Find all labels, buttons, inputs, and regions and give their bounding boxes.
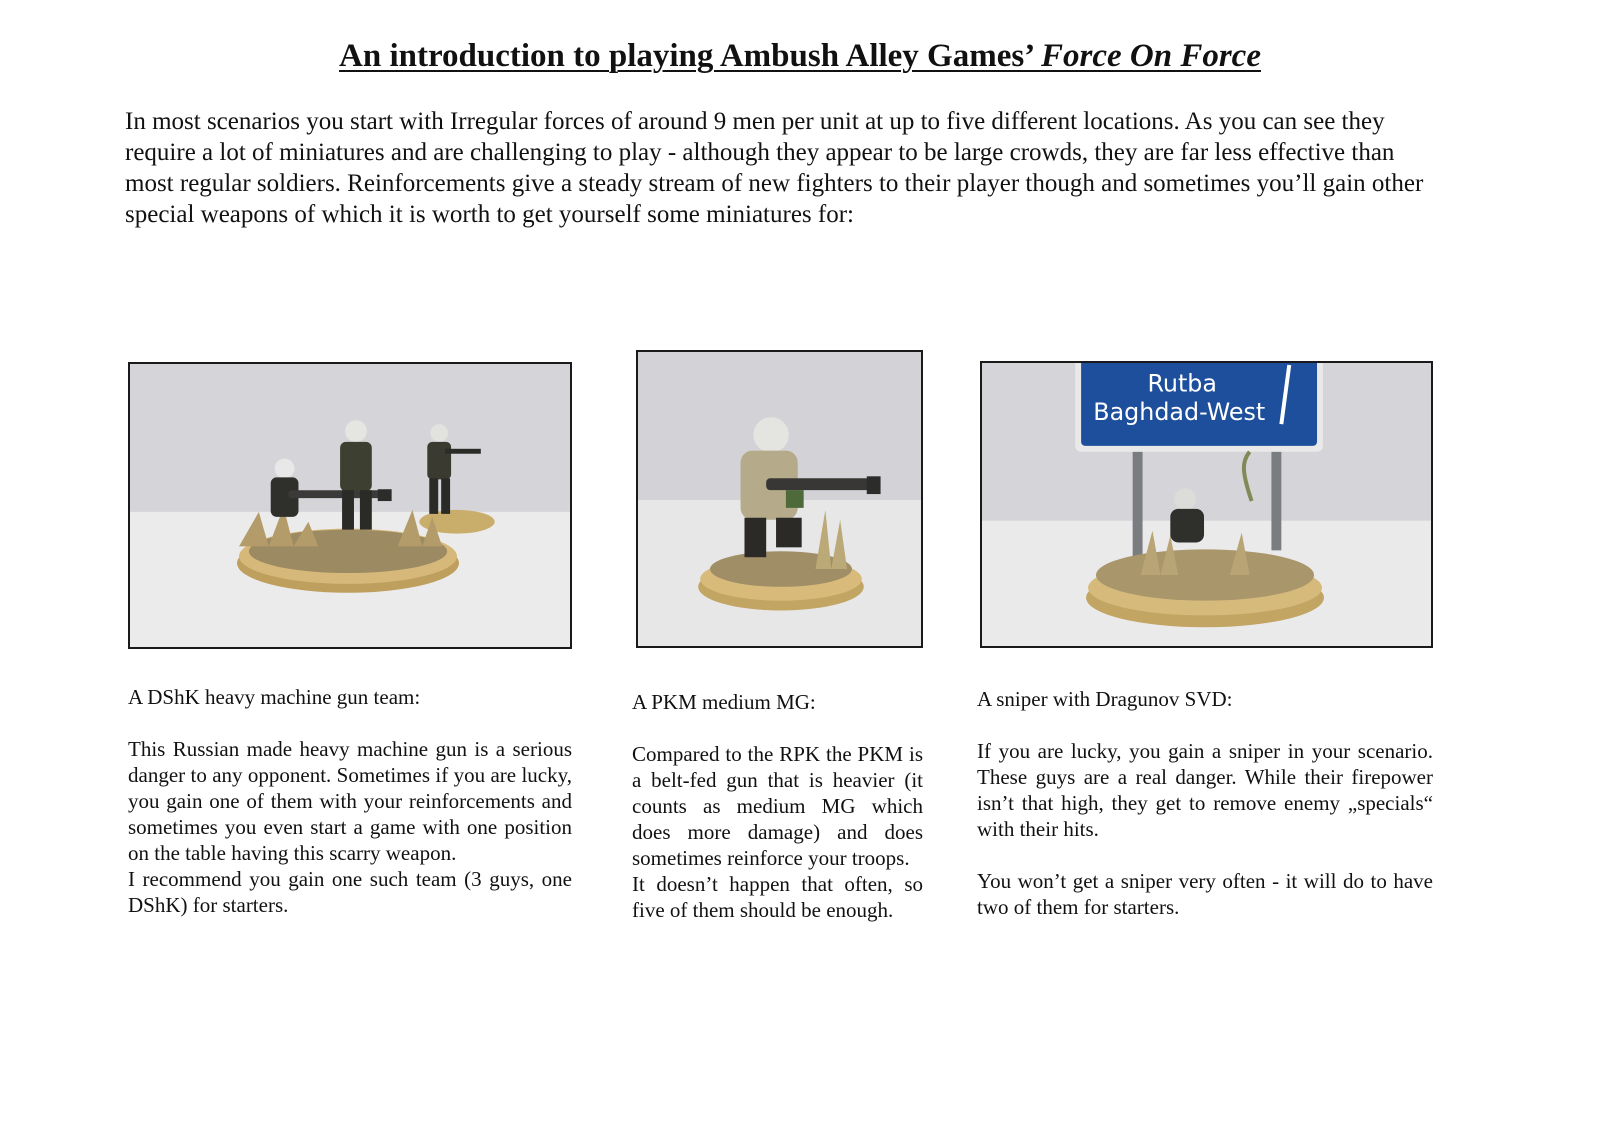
sniper-recommendation: You won’t get a sniper very often - it will do to have two of them for starters. [977,869,1433,919]
road-sign-line1: Rutba [1147,369,1217,398]
dshk-section [128,684,572,918]
pkm-photo [636,350,923,648]
sniper-section [977,686,1433,920]
pkm-recommendation: It doesn’t happen that often, so five of them should be enough. [632,872,923,922]
dshk-team-photo [128,362,572,649]
sniper-photo [980,361,1433,648]
pkm-heading: A PKM medium MG: [632,690,816,714]
sniper-heading: A sniper with Dragunov SVD: [977,687,1233,711]
intro-paragraph: In most scenarios you start with Irregular forces of around 9 men per unit at up to five different locations. As you can see they require a lot of miniatures and are challenging to play - although they appear to be large crowds, they are far less effective than most regular soldiers. Reinforcements give a steady stream of new fighters to their player though and sometimes you’ll gain other special weapons of which it is worth to get yourself some miniatures for: [125,108,1424,228]
sniper-illustration [982,363,1431,646]
road-sign-line2: Baghdad-West [1093,398,1266,427]
pkm-gunner-illustration [638,352,921,646]
dshk-description: This Russian made heavy machine gun is a serious danger to any opponent. Sometimes if you are lucky, you gain one of them with your reinforcements and sometimes you even start a game with one position on the table having this scarry weapon. [128,737,572,865]
title-game-name: Force On Force [1041,38,1261,74]
title-text: An introduction to playing Ambush Alley Games’ [339,38,1041,74]
pkm-section [632,689,923,923]
page-title [0,38,1600,75]
dshk-heading: A DShK heavy machine gun team: [128,685,421,709]
dshk-recommendation: I recommend you gain one such team (3 guys, one DShK) for starters. [128,867,572,917]
dshk-team-illustration [130,364,570,647]
pkm-description: Compared to the RPK the PKM is a belt-fed gun that is heavier (it counts as medium MG which does more damage) and does sometimes reinforce your troops. [632,742,923,870]
sniper-description: If you are lucky, you gain a sniper in your scenario. These guys are a real danger. While their firepower isn’t that high, they get to remove enemy „specials“ with their hits. [977,739,1433,841]
